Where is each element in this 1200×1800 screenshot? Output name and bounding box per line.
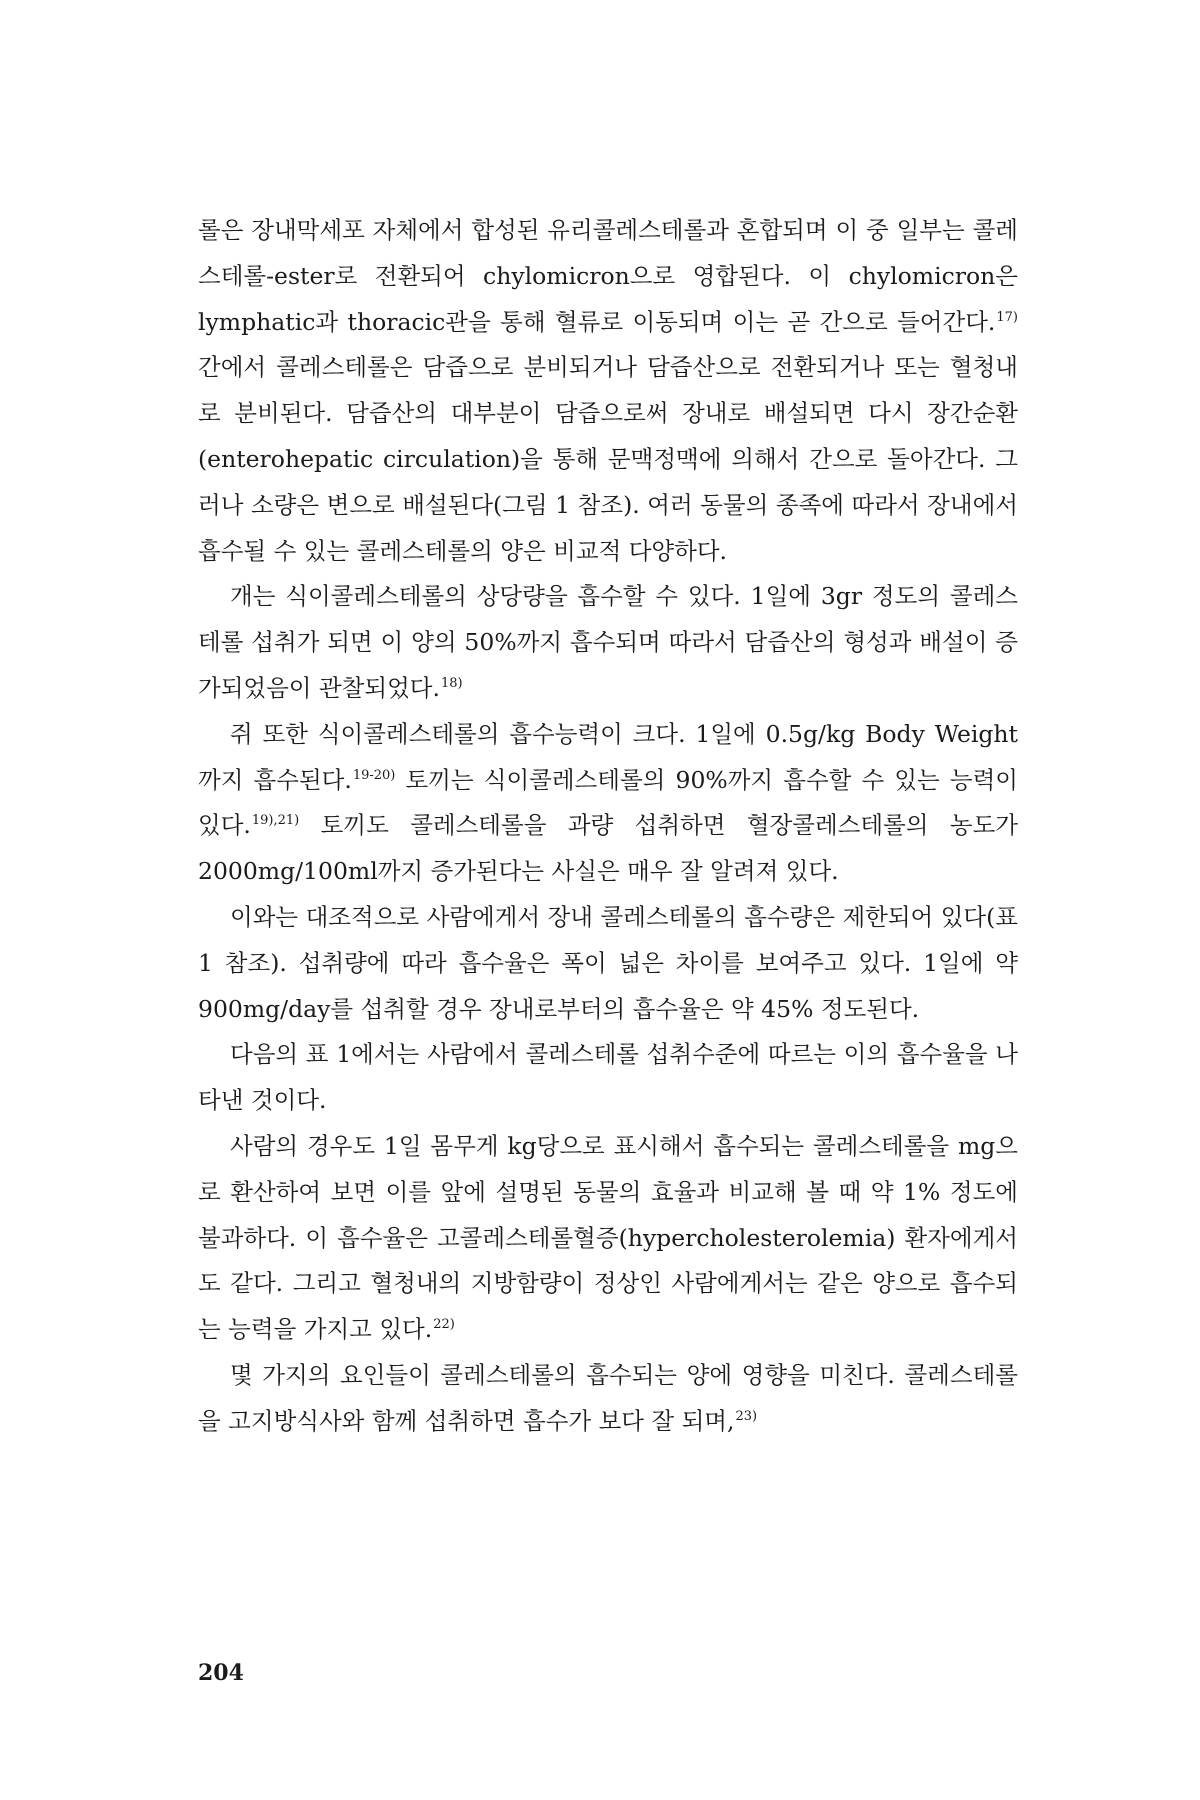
citation-mark: 22) bbox=[433, 1317, 455, 1333]
paragraph bbox=[198, 574, 1018, 711]
citation-mark: 18) bbox=[440, 675, 463, 691]
text-run: 토끼는 식이콜레스테롤의 90%까지 흡수할 수 있는 능력이 있다. bbox=[198, 765, 1018, 840]
citation-mark: 19-20) bbox=[352, 767, 396, 783]
text-run: 사람의 경우도 1일 몸무게 kg당으로 표시해서 흡수되는 콜레스테롤을 mg으로 환산하여 보면 이를 앞에 설명된 동물의 효율과 비교해 볼 때 약 1% 정도에 불과하다. 이 흡수율은 고콜레스테롤혈증(hypercholesterolemia) 환자에게서도 같다. 그리고 혈청내의 지방함량이 정상인 사람에게서는 같은 양으로 흡수되는 능력을 가지고 있다. bbox=[198, 1131, 1018, 1344]
text-run: 이와는 대조적으로 사람에게서 장내 콜레스테롤의 흡수량은 제한되어 있다(표 1 참조). 섭취량에 따라 흡수율은 폭이 넓은 차이를 보여주고 있다. 1일에 약 900mg/day를 섭취할 경우 장내로부터의 흡수율은 약 45% 정도된다. bbox=[198, 902, 1018, 1023]
paragraph bbox=[198, 208, 1018, 574]
text-run: 몇 가지의 요인들이 콜레스테롤의 흡수되는 양에 영향을 미친다. 콜레스테롤을 고지방식사와 함께 섭취하면 흡수가 보다 잘 되며, bbox=[198, 1360, 1018, 1435]
body-text bbox=[198, 208, 1018, 1445]
text-run: 개는 식이콜레스테롤의 상당량을 흡수할 수 있다. 1일에 3gr 정도의 콜레스테롤 섭취가 되면 이 양의 50%까지 흡수되며 따라서 담즙산의 형성과 배설이 증가되었음이 관찰되었다. bbox=[198, 582, 1018, 702]
citation-mark: 17) bbox=[996, 309, 1018, 325]
paragraph bbox=[198, 1032, 1018, 1124]
text-run: 간에서 콜레스테롤은 담즙으로 분비되거나 담즙산으로 전환되거나 또는 혈청내로 분비된다. 담즙산의 대부분이 담즙으로써 장내로 배설되면 다시 장간순환(enterohepatic circulation)을 통해 문맥정맥에 의해서 간으로 돌아간다. 그러나 소량은 변으로 배설된다(그림 1 참조). 여러 동물의 종족에 따라서 장내에서 흡수될 수 있는 콜레스테롤의 양은 비교적 다양하다. bbox=[198, 353, 1018, 565]
text-run: 다음의 표 1에서는 사람에서 콜레스테롤 섭취수준에 따르는 이의 흡수율을 나타낸 것이다. bbox=[198, 1040, 1018, 1115]
paragraph bbox=[198, 1353, 1018, 1445]
citation-mark: 19),21) bbox=[251, 813, 300, 829]
page-number: 204 bbox=[198, 1660, 244, 1686]
text-run: 토끼도 콜레스테롤을 과량 섭취하면 혈장콜레스테롤의 농도가 2000mg/100ml까지 증가된다는 사실은 매우 잘 알려져 있다. bbox=[198, 811, 1018, 886]
paragraph bbox=[198, 712, 1018, 895]
text-run: 롤은 장내막세포 자체에서 합성된 유리콜레스테롤과 혼합되며 이 중 일부는 콜레스테롤-ester로 전환되어 chylomicron으로 영합된다. 이 chylomicron은 lymphatic과 thoracic관을 통해 혈류로 이동되며 이는 곧 간으로 들어간다. bbox=[198, 216, 1018, 336]
citation-mark: 23) bbox=[735, 1408, 758, 1424]
text-run: 쥐 또한 식이콜레스테롤의 흡수능력이 크다. 1일에 0.5g/kg Body Weight까지 흡수된다. bbox=[198, 719, 1018, 794]
paragraph bbox=[198, 1124, 1018, 1353]
paragraph bbox=[198, 895, 1018, 1032]
